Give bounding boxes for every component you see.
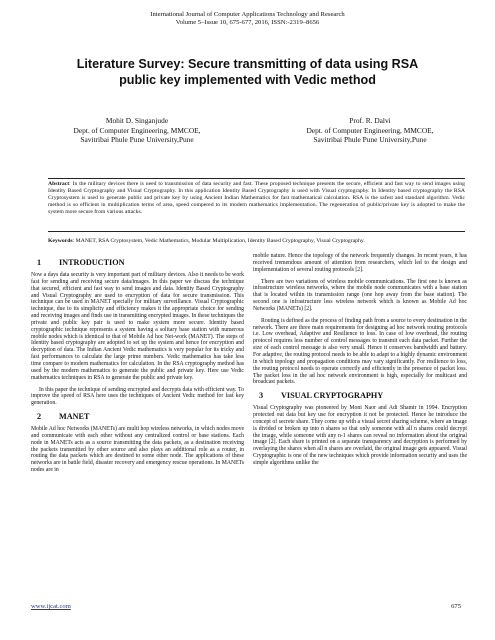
left-column [31,253,244,479]
section-heading-introduction [31,258,244,268]
author-name: Mohit D. Singanjude [105,116,169,125]
abstract-box [48,178,465,232]
paragraph: In this paper the technique of sending encrypted and decrypts data with efficient way. To improve the speed of RSA here uses the techniques of Ancient Vedic method for fast key generation. [31,386,244,407]
page-number: 675 [451,603,461,610]
abstract-label: Abstract [48,181,70,187]
page-footer [31,603,461,611]
section-title: MANET [59,412,90,422]
abstract-text: : In the military devices there is need to transmission of data security and fast. These proposed technique presents the secure, efficient and fast way to send images using Identity Based Cryptography and Visual Cryptography. In this application Identity Based Cryptography is used with Visual cryptography. In Identity based cryptography the RSA Cryptosystem is used to generate public and private key by using Ancient Indian Mathematics for fast mathematical calculation. RSA is the safest and standard algorithm. Vedic method is so efficient in multiplication terms of area, speed compered to its modern mathematics implementation. The regeneration of public/private key is adopted to make the system more secure from various attacks. [48,181,465,216]
author-department: Dept. of Computer Engineering, MMCOE, [73,125,201,135]
author-block-2 [255,116,485,145]
right-column [253,253,467,472]
abstract [48,181,465,216]
paper-title-line-2: public key implemented with Vedic method [119,72,376,87]
section-heading-visual-cryptography [253,391,467,401]
section-number: 3 [259,391,264,401]
section-heading-manet [31,412,244,422]
author-name: Prof. R. Dalvi [349,116,391,125]
paragraph: Mobile Ad hoc Networks (MANETs) are multi hop wireless networks, in which nodes move and communicate with each other without any centralized control or base stations. Each node in MANETs acts as a source transmitting the data packets, as a destination receiving the packets transmitted by other source and also plays an additional role as a router, in routing the data packets which are destined to some other node. The applications of these networks are in battle field, disaster recovery and emergency rescue operations. In MANETs nodes are in [31,426,244,474]
paragraph: mobile nature. Hence the topology of the network frequently changes. In recent years, it has received tremendous amount of attention from researchers, which led to the design and implementation of several routing protocols [2]. [253,253,467,273]
journal-name: International Journal of Computer Applications Technology and Research [150,11,345,18]
author-department: Dept. of Computer Engineering, MMCOE, [306,125,434,135]
author-university: Savitribai Phule Pune University,Pune [313,135,427,145]
paragraph: Routing is defined as the process of finding path from a source to every destination in the network. There are three main requirements for designing ad hoc network routing protocols i.e. Low overhead, Adaptive and Resilience to loss. In case of low overhead, the routing protocol requires less number of control messages to transmit each data packet. Further the size of each control message is also very small. Hence it conserves bandwidth and battery. For adaptive, the routing protocol needs to be able to adapt to a highly dynamic environment in which topology and propagation conditions may vary significantly. For resilience to loss, the routing protocol needs to operate correctly and efficiently in the presence of packet loss. The packet loss in the ad hoc network environment is high, especially for multicast and broadcast packets. [253,317,467,386]
section-title: VISUAL CRYPTOGRAPHY [281,391,384,401]
paragraph: Visual Cryptography was pioneered by Moni Naor and Adi Shamir in 1994. Encryption protected out data but key use for encryption it not be protected. Hence he introduce the concept of secrete share. They come up with a visual secret sharing scheme, where an image is divided or broken up into n shares so that only someone with all n shares could decrypt the image, while someone with any n-1 shares can reveal no information about the original image [2]. Each share is printed on a separate transparency and decryption is performed by overlaying the shares when all n shares are overlaid, the original image gets appeared. Visual Cryptographic is one of the new techniques which provide information security and uses the simple algorithms unlike the [253,405,467,466]
author-university: Savitribai Phule Pune University,Pune [80,135,194,145]
section-title: INTRODUCTION [59,258,125,267]
section-number: 2 [37,412,42,422]
keywords-label: Keywords [48,238,73,244]
author-block-1 [22,116,252,145]
paragraph: Now a days data security is very important part of military devices. Also it needs to be work fast for sending and receiving secure data/images. In this paper we discuss the technique that secured, efficient and fast way to send images and data. Identity Based Cryptography and Visual Cryptography are used to encryption of data for secure transmission. This technique can be used in MANET specially for military surveillance. Visual Cryptographic technique, due to its simplicity and efficiency makes it the appropriate choice for sending and receiving images and finds use in transmitting encrypted images. In these techniques the private and public key pair is used to make system more secure. Identity based cryptographic technique represents a system having a solitary base station with numerous mobile nodes which is identical to that of Mobile Ad hoc Net-work (MANET). The steps of Identity based cryptography are adopted to set up the system and hence for encryption and decryption of data. The Indian Ancient Vedic mathematics is very popular for its tricky and fast performances to calculate the large prime numbers. Vedic mathematics has take less time compare to modern mathematics for calculation. In the RSA cryptography method has used by the modern mathematics to generate the public and private key. Here use Vedic mathematics techniques in RSA to generate the public and private key. [31,272,245,381]
paper-title-line-1: Literature Survey: Secure transmitting of data using RSA [76,57,419,71]
section-number: 1 [37,258,42,267]
keywords [48,238,468,245]
keywords-text: : MANET, RSA Cryptosystem, Vedic Mathematics, Modular Multiplication, Identity Based Cryptography, Visual Cryptography. [72,238,365,244]
journal-website-link[interactable]: www.ijcat.com [31,603,71,610]
paper-title [30,57,465,88]
journal-header [0,11,495,28]
paragraph: There are two variations of wireless mobile communications. The first one is known as infrastructure wireless networks, where the mobile node communicates with a base station that is located within its transmission range (one hop away from the base station). The second one is infrastructure less wireless network which is known as Mobile Ad hoc Networks (MANETs) [2]. [253,278,467,312]
journal-volume: Volume 5–Issue 10, 675-677, 2016, ISSN:-2319–8656 [175,19,320,27]
